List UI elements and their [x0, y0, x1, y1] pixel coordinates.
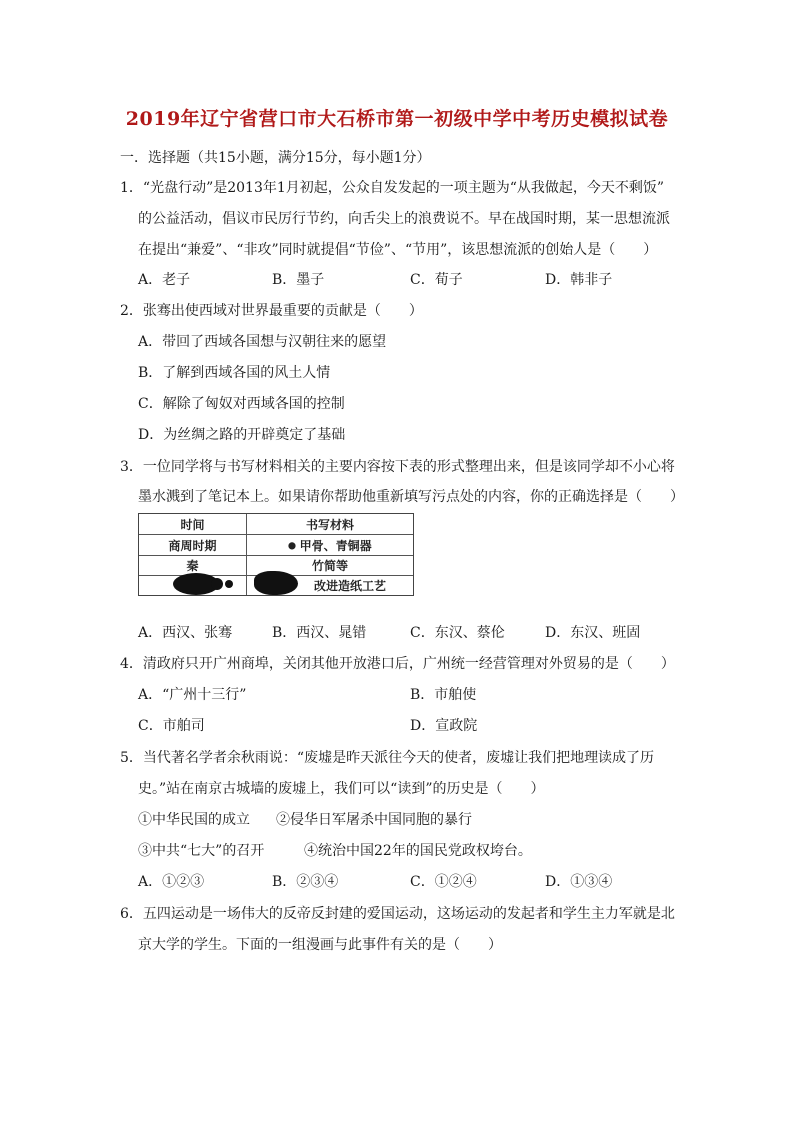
- ink-blot-icon: [211, 578, 223, 590]
- q1-text-line1: 1．“光盘行动”是2013年1月初起，公众自发发起的一项主题为“从我做起，今天不剩饭”: [120, 180, 665, 196]
- table-cell-period: 商周时期: [139, 535, 247, 555]
- q5-option-c: C．①②④: [410, 874, 477, 890]
- section-heading: 一．选择题（共15小题，满分15分，每小题1分）: [120, 150, 431, 166]
- q1-option-d: D．韩非子: [545, 272, 613, 288]
- q5-option-b: B．②③④: [272, 874, 339, 890]
- table-row: [139, 535, 413, 556]
- q3-text-line2: 墨水溅到了笔记本上。如果请你帮助他重新填写污点处的内容，你的正确选择是（ ）: [138, 489, 684, 505]
- table-cell-material: [247, 535, 413, 555]
- q3-text-line1: 3．一位同学将与书写材料相关的主要内容按下表的形式整理出来，但是该同学却不小心将: [120, 459, 675, 475]
- table-header-time: 时间: [139, 514, 247, 534]
- q4-option-d: D．宣政院: [410, 718, 478, 734]
- q2-option-a: A．带回了西域各国想与汉朝往来的愿望: [138, 334, 387, 350]
- page-title: 2019年辽宁省营口市大石桥市第一初级中学中考历史模拟试卷: [125, 108, 669, 130]
- q5-item-2: ②侵华日军屠杀中国同胞的暴行: [276, 812, 472, 828]
- q5-text-line1: 5．当代著名学者余秋雨说：“废墟是昨天派往今天的使者，废墟让我们把地理读成了历: [120, 750, 655, 766]
- q3-option-c: C．东汉、蔡伦: [410, 625, 505, 641]
- q5-option-d: D．①③④: [545, 874, 613, 890]
- table-cell-period: 秦: [139, 556, 247, 575]
- ink-blot-icon: [254, 571, 298, 595]
- q2-option-b: B．了解到西域各国的风土人情: [138, 365, 331, 381]
- ink-blot-icon: [225, 580, 233, 588]
- table-header-row: [139, 514, 413, 535]
- q4-option-a: A．“广州十三行”: [138, 687, 247, 703]
- q2-option-d: D．为丝绸之路的开辟奠定了基础: [138, 427, 346, 443]
- q1-text-line3: 在提出“兼爱”、“非攻”同时就提倡“节俭”、“节用”，该思想流派的创始人是（ ）: [138, 242, 658, 258]
- ink-dot-icon: ●: [288, 538, 296, 552]
- q3-option-b: B．西汉、晁错: [272, 625, 367, 641]
- table-cell-material: 竹简等: [311, 559, 348, 573]
- q3-option-a: A．西汉、张骞: [138, 625, 233, 641]
- q5-item-4: ④统治中国22年的国民党政权垮台。: [304, 843, 532, 859]
- q5-item-3: ③中共“七大”的召开: [138, 843, 265, 859]
- q4-option-b: B．市舶使: [410, 687, 477, 703]
- q2-text: 2．张骞出使西域对世界最重要的贡献是（ ）: [120, 303, 423, 319]
- q5-item-1: ①中华民国的成立: [138, 812, 250, 828]
- q5-option-a: A．①②③: [138, 874, 205, 890]
- table-cell-material-text: 甲骨、青铜器: [299, 538, 372, 553]
- q6-text-line2: 京大学的学生。下面的一组漫画与此事件有关的是（ ）: [138, 937, 502, 953]
- q1-option-c: C．荀子: [410, 272, 463, 288]
- writing-material-table: [138, 513, 414, 596]
- q1-option-a: A．老子: [138, 272, 191, 288]
- table-header-material: 书写材料: [305, 517, 354, 532]
- q5-text-line2: 史。”站在南京古城墙的废墟上，我们可以“读到”的历史是（ ）: [138, 781, 545, 797]
- q1-option-b: B．墨子: [272, 272, 325, 288]
- q1-text-line2: 的公益活动，倡议市民厉行节约，向舌尖上的浪费说不。早在战国时期，某一思想流派: [138, 211, 670, 227]
- table-cell-material: 改进造纸工艺: [313, 579, 386, 593]
- q6-text-line1: 6．五四运动是一场伟大的反帝反封建的爱国运动，这场运动的发起者和学生主力军就是北: [120, 906, 675, 922]
- q2-option-c: C．解除了匈奴对西域各国的控制: [138, 396, 345, 412]
- q4-option-c: C．市舶司: [138, 718, 205, 734]
- q4-text: 4．清政府只开广州商埠，关闭其他开放港口后，广州统一经营管理对外贸易的是（ ）: [120, 656, 675, 672]
- q3-option-d: D．东汉、班固: [545, 625, 641, 641]
